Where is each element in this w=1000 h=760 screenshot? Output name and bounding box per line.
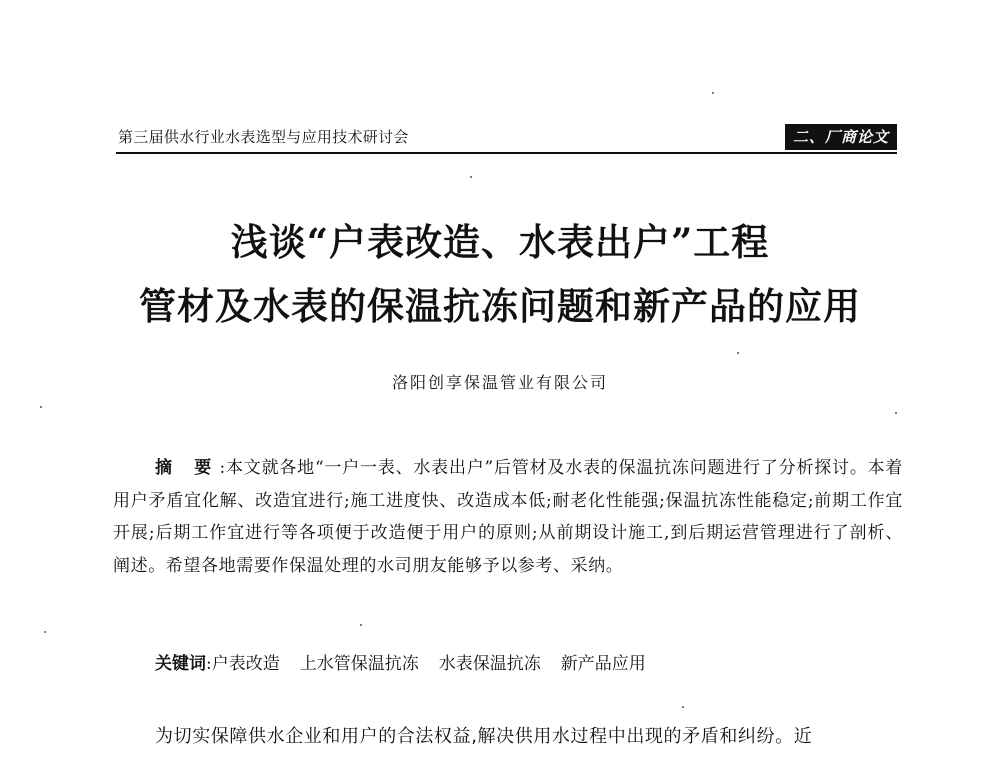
- author-affiliation: 洛阳创享保温管业有限公司: [391, 373, 608, 392]
- scan-speck: [737, 352, 739, 354]
- scan-speck: [895, 412, 897, 414]
- running-header-left: 第三届供水行业水表选型与应用技术研讨会: [118, 128, 409, 146]
- keyword-item: 上水管保温抗冻: [299, 654, 419, 674]
- header-rule: [116, 152, 897, 154]
- article-title-line-2: 管材及水表的保温抗冻问题和新产品的应用: [139, 284, 861, 328]
- scan-speck: [712, 92, 714, 94]
- keywords-line: [155, 649, 666, 674]
- keyword-item: 水表保温抗冻: [438, 654, 541, 674]
- abstract-label: 摘 要: [155, 458, 220, 478]
- scan-speck: [40, 406, 42, 408]
- scan-speck: [360, 624, 362, 626]
- keywords-label: 关键词: [155, 654, 206, 674]
- scan-speck: [470, 176, 472, 178]
- keyword-item: 新产品应用: [560, 654, 646, 674]
- keyword-item: :户表改造: [206, 654, 280, 674]
- abstract-text: :本文就各地“一户一表、水表出户”后管材及水表的保温抗冻问题进行了分析探讨。本着用户矛盾宜化解、改造宜进行;施工进度快、改造成本低;耐老化性能强;保温抗冻性能稳定;前期工作宜开展;后期工作宜进行等各项便于改造便于用户的原则;从前期设计施工,到后期运营管理进行了剖析、阐述。希望各地需要作保温处理的水司朋友能够予以参考、采纳。: [113, 458, 904, 576]
- body-paragraph: 为切实保障供水企业和用户的合法权益,解决供用水过程中出现的矛盾和纠纷。近: [155, 726, 813, 747]
- scan-speck: [682, 706, 684, 708]
- abstract: [113, 452, 903, 582]
- article-title-line-1: 浅谈“户表改造、水表出户”工程: [230, 220, 770, 264]
- section-badge: 二、厂商论文: [785, 124, 897, 150]
- scan-speck: [44, 631, 46, 633]
